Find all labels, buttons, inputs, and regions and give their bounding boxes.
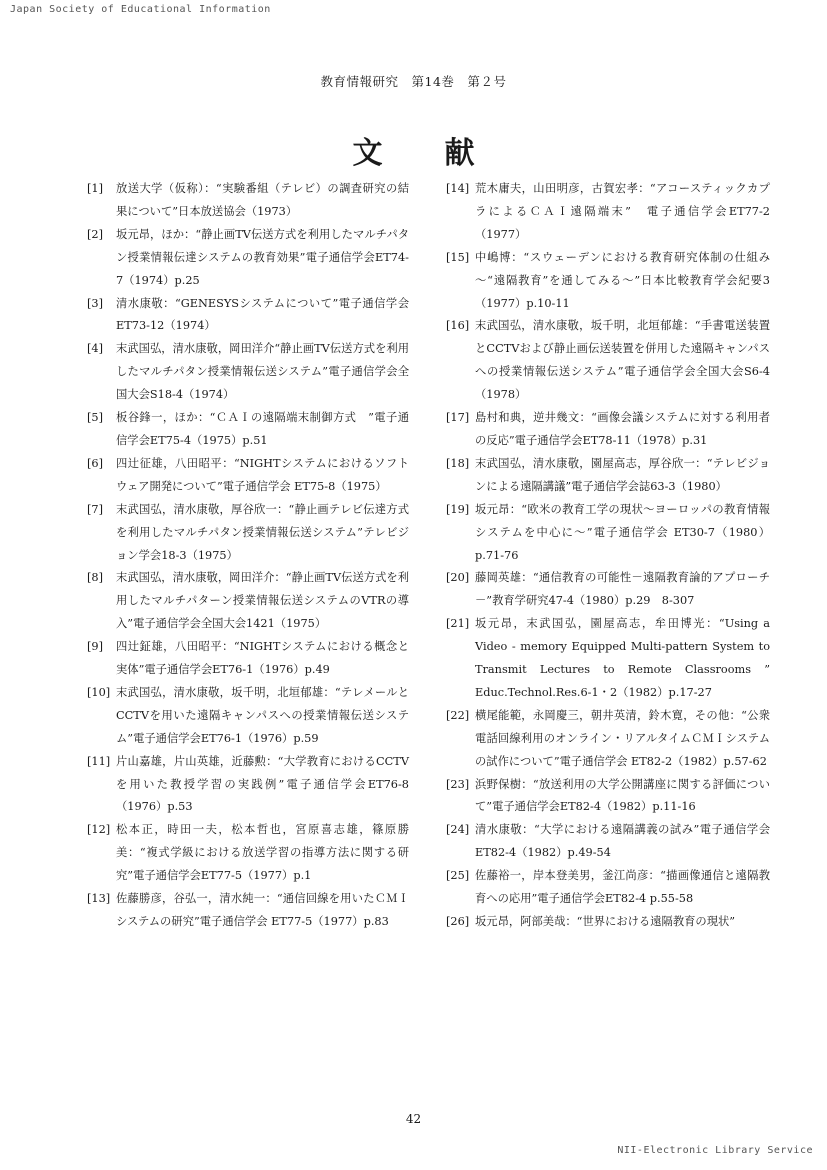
reference-item bbox=[446, 613, 770, 705]
reference-text: 清水康敬：“大学における遠隔講義の試み”電子通信学会ET82-4（1982）p.49-54 bbox=[475, 823, 770, 860]
reference-text: 清水康敬：“GENESYSシステムについて”電子通信学会ET73-12（1974） bbox=[116, 296, 409, 333]
reference-number: [6] bbox=[87, 456, 104, 470]
reference-number: [12] bbox=[87, 823, 111, 837]
reference-number: [5] bbox=[87, 411, 104, 425]
reference-number: [22] bbox=[446, 708, 470, 722]
reference-item bbox=[87, 888, 409, 934]
reference-text: 坂元昂：“欧米の教育工学の現状～ヨーロッパの教育情報システムを中心に～”電子通信学会 ET30-7（1980）p.71-76 bbox=[475, 502, 770, 562]
reference-text: 藤岡英雄：“通信教育の可能性－遠隔教育論的アプローチ－”教育学研究47-4（1980）p.29 8-307 bbox=[475, 571, 770, 608]
reference-item bbox=[446, 453, 770, 499]
watermark-bottom: NII-Electronic Library Service bbox=[617, 1145, 813, 1156]
reference-text: 横尾能範，永岡慶三，朝井英清，鈴木寛，その他：“公衆電話回線利用のオンライン・リアルタイムＣＭＩシステムの試作について”電子通信学会 ET82-2（1982）p.57-62 bbox=[475, 708, 770, 768]
reference-text: 浜野保樹：“放送利用の大学公開講座に関する評価について”電子通信学会ET82-4（1982）p.11-16 bbox=[475, 777, 770, 814]
reference-number: [7] bbox=[87, 502, 104, 516]
running-header: 教育情報研究 第14巻 第２号 bbox=[320, 74, 507, 89]
reference-item bbox=[446, 178, 770, 247]
reference-item bbox=[446, 705, 770, 774]
references-right-column bbox=[446, 178, 770, 934]
reference-text: 四辻征雄，八田昭平：“NIGHTシステムにおけるソフトウェア開発について”電子通信学会 ET75-8（1975） bbox=[116, 456, 409, 493]
reference-text: 佐藤勝彦，谷弘一，清水純一：“通信回線を用いたＣＭＩシステムの研究”電子通信学会 ET77-5（1977）p.83 bbox=[116, 892, 409, 928]
reference-text: 末武国弘，清水康敬，園屋高志，厚谷欣一：“テレビジョンによる遠隔講議”電子通信学会誌63-3（1980） bbox=[475, 456, 770, 493]
reference-text: 坂元昂，末武国弘，園屋高志，牟田博光：“Using a Video - memory Equipped Multi-pattern System to Transmit Lectures to Remote Classrooms ” Educ.Technol.Res.6-1・2（1982）p.17-27 bbox=[475, 617, 770, 699]
reference-item bbox=[87, 453, 409, 499]
reference-item bbox=[446, 247, 770, 316]
reference-number: [19] bbox=[446, 502, 470, 516]
reference-text: 四辻鉦雄，八田昭平：“NIGHTシステムにおける概念と実体”電子通信学会ET76-1（1976）p.49 bbox=[116, 640, 409, 677]
reference-item bbox=[87, 293, 409, 339]
reference-item bbox=[87, 338, 409, 407]
reference-text: 末武国弘，清水康敬，岡田洋介：“静止画TV伝送方式を利用したマルチパターン授業情報伝送システムのVTRの導入”電子通信学会全国大会1421（1975） bbox=[116, 571, 409, 631]
reference-text: 坂元昂，ほか：“静止画TV伝送方式を利用したマルチパタン授業情報伝達システムの教育効果”電子通信学会ET74-7（1974）p.25 bbox=[116, 227, 409, 287]
reference-number: [15] bbox=[446, 250, 470, 264]
reference-text: 荒木庸夫，山田明彦，古賀宏孝：“アコースティックカプラによるＣＡＩ遠隔端末” 電子通信学会ET77-2（1977） bbox=[475, 182, 770, 241]
page-number: 42 bbox=[405, 1112, 422, 1126]
reference-item bbox=[87, 636, 409, 682]
reference-item bbox=[87, 819, 409, 888]
reference-text: 末武国弘，清水康敬，坂千明，北垣郁雄：“テレメールとCCTVを用いた遠隔キャンパスへの授業情報伝送システム”電子通信学会ET76-1（1976）p.59 bbox=[116, 685, 409, 745]
watermark-top: Japan Society of Educational Information bbox=[10, 4, 271, 15]
reference-item bbox=[87, 751, 409, 820]
reference-item bbox=[446, 774, 770, 820]
reference-item bbox=[87, 407, 409, 453]
reference-number: [8] bbox=[87, 571, 104, 585]
reference-number: [21] bbox=[446, 617, 470, 631]
reference-item bbox=[446, 407, 770, 453]
reference-number: [18] bbox=[446, 456, 470, 470]
reference-number: [26] bbox=[446, 915, 470, 928]
reference-text: 末武国弘，清水康敬，坂千明，北垣郁雄：“手書電送装置とCCTVおよび静止画伝送装置を併用した遠隔キャンパスへの授業情報伝送システム”電子通信学会全国大会S6-4（1978） bbox=[475, 319, 770, 402]
reference-number: [23] bbox=[446, 777, 470, 791]
reference-text: 末武国弘，清水康敬，岡田洋介“静止画TV伝送方式を利用したマルチパタン授業情報伝送システム”電子通信学会全国大会S18-4（1974） bbox=[116, 342, 409, 402]
reference-item bbox=[446, 499, 770, 568]
reference-item bbox=[446, 865, 770, 911]
reference-text: 島村和典，逆井幾文：“画像会議システムに対する利用者の反応”電子通信学会ET78-11（1978）p.31 bbox=[475, 411, 770, 447]
reference-number: [1] bbox=[87, 182, 104, 195]
reference-item bbox=[446, 911, 770, 934]
reference-number: [25] bbox=[446, 869, 470, 883]
reference-text: 佐藤裕一，岸本登美男，釜江尚彦：“描画像通信と遠隔教育への応用”電子通信学会ET82-4 p.55-58 bbox=[475, 869, 770, 906]
reference-text: 放送大学（仮称）：“実験番組（テレビ）の調査研究の結果について”日本放送協会（1973） bbox=[116, 182, 409, 218]
reference-text: 末武国弘，清水康敬，厚谷欣一：“静止画テレビ伝達方式を利用したマルチパタン授業情報伝送システム”テレビジョン学会18-3（1975） bbox=[116, 502, 409, 562]
reference-number: [20] bbox=[446, 571, 470, 585]
reference-number: [16] bbox=[446, 319, 470, 333]
reference-number: [24] bbox=[446, 823, 470, 837]
reference-number: [10] bbox=[87, 685, 111, 699]
reference-number: [13] bbox=[87, 892, 111, 906]
reference-text: 坂元昂，阿部美哉：“世界における遠隔教育の現状” bbox=[475, 915, 736, 928]
reference-item bbox=[87, 567, 409, 636]
section-title bbox=[0, 128, 827, 172]
reference-number: [3] bbox=[87, 296, 104, 310]
reference-item bbox=[446, 819, 770, 865]
reference-number: [14] bbox=[446, 182, 470, 195]
references-left-column bbox=[87, 178, 409, 934]
reference-number: [9] bbox=[87, 640, 104, 654]
reference-number: [17] bbox=[446, 411, 470, 425]
reference-number: [4] bbox=[87, 342, 104, 356]
reference-number: [11] bbox=[87, 754, 111, 768]
reference-item bbox=[87, 499, 409, 568]
reference-number: [2] bbox=[87, 227, 104, 241]
reference-item bbox=[446, 315, 770, 407]
section-title-char-1: 文 bbox=[352, 136, 383, 171]
section-title-char-2: 献 bbox=[444, 136, 475, 171]
reference-item bbox=[87, 224, 409, 293]
reference-text: 板谷鋒一，ほか：“ＣＡＩの遠隔端末制御方式 ”電子通信学会ET75-4（1975）p.51 bbox=[116, 411, 409, 447]
reference-text: 片山嘉雄，片山英雄，近藤勲：“大学教育におけるCCTVを用いた教授学習の実践例”電子通信学会ET76-8（1976）p.53 bbox=[116, 754, 409, 814]
reference-item bbox=[87, 682, 409, 751]
reference-item bbox=[446, 567, 770, 613]
reference-item bbox=[87, 178, 409, 224]
reference-text: 中嶋博：“スウェーデンにおける教育研究体制の仕組み～“遠隔教育”を通してみる～”日本比較教育学会紀要3（1977）p.10-11 bbox=[475, 250, 770, 310]
reference-text: 松本正，時田一夫，松本哲也，宮原喜志雄，篠原勝美：“複式学級における放送学習の指導方法に関する研究”電子通信学会ET77-5（1977）p.1 bbox=[116, 823, 409, 883]
